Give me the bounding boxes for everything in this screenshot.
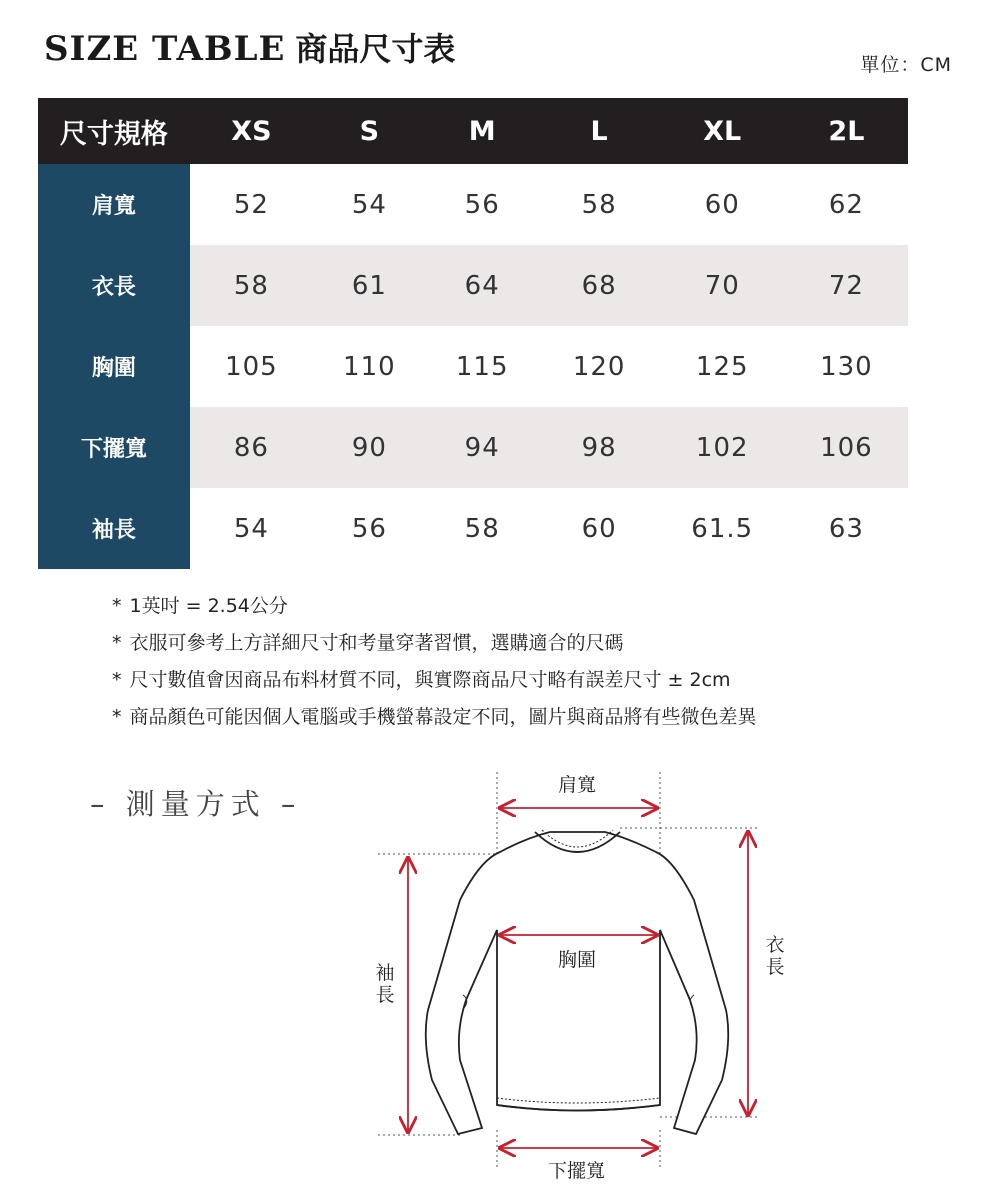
table-cell: 54	[351, 189, 387, 220]
header-size: L	[539, 98, 660, 164]
label-shoulder: 肩寬	[558, 774, 597, 796]
sweater-outline	[426, 830, 729, 1134]
title-chinese: 商品尺寸表	[295, 30, 456, 68]
table-cell: 105	[225, 351, 278, 382]
table-cell: 68	[539, 245, 660, 326]
note-text: 衣服可參考上方詳細尺寸和考量穿著習慣，選購適合的尺碼	[129, 632, 624, 654]
table-row	[38, 488, 908, 569]
table-cell: 61	[313, 245, 426, 326]
size-table	[38, 98, 908, 569]
table-cell: 86	[190, 407, 313, 488]
note-text: 尺寸數值會因商品布料材質不同，與實際商品尺寸略有誤差尺寸 ± 2cm	[129, 669, 731, 691]
row-label: 肩寬	[38, 164, 190, 245]
table-header-row	[38, 98, 908, 164]
note-star: *	[112, 595, 122, 617]
row-label: 衣長	[38, 245, 190, 326]
table-cell: 110	[343, 351, 396, 382]
unit-label: 單位：CM	[860, 54, 952, 76]
table-row	[38, 164, 908, 245]
header-size: XS	[190, 98, 313, 164]
table-cell: 64	[426, 245, 539, 326]
header-size: M	[426, 98, 539, 164]
header-size: S	[313, 98, 426, 164]
note-item	[112, 662, 757, 699]
page-title	[44, 24, 455, 70]
table-cell: 115	[455, 351, 509, 382]
table-cell: 102	[660, 407, 785, 488]
label-sleeve: 袖長	[375, 962, 395, 1006]
note-star: *	[112, 669, 122, 691]
table-cell: 54	[233, 513, 269, 544]
table-cell: 94	[426, 407, 539, 488]
table-cell: 62	[828, 189, 864, 220]
table-cell: 125	[695, 351, 749, 382]
notes-list	[112, 588, 757, 736]
table-cell: 72	[785, 245, 908, 326]
table-cell: 58	[190, 245, 313, 326]
note-text: 商品顏色可能因個人電腦或手機螢幕設定不同，圖片與商品將有些微色差異	[129, 706, 757, 728]
note-star: *	[112, 706, 122, 728]
note-star: *	[112, 632, 122, 654]
note-text: 1英吋 = 2.54公分	[129, 595, 288, 617]
label-hem: 下擺寬	[548, 1160, 606, 1182]
table-cell: 90	[313, 407, 426, 488]
header-size: 2L	[785, 98, 908, 164]
table-cell: 60	[704, 189, 740, 220]
note-item	[112, 625, 757, 662]
measurement-diagram	[360, 760, 820, 1200]
table-cell: 56	[464, 189, 500, 220]
header-size: XL	[660, 98, 785, 164]
table-cell: 98	[539, 407, 660, 488]
table-cell: 58	[464, 513, 500, 544]
sweater-diagram-icon	[360, 760, 820, 1200]
table-cell: 58	[581, 189, 617, 220]
label-chest: 胸圍	[558, 949, 597, 971]
measure-title: – 測量方式 –	[90, 787, 302, 821]
table-cell: 106	[785, 407, 908, 488]
note-item	[112, 588, 757, 625]
row-label: 下擺寬	[38, 407, 190, 488]
row-label: 胸圍	[38, 326, 190, 407]
table-cell: 56	[351, 513, 387, 544]
table-cell: 61.5	[691, 513, 754, 544]
table-cell: 120	[572, 351, 626, 382]
note-item	[112, 699, 757, 736]
title-english: SIZE TABLE	[44, 29, 286, 69]
table-cell: 52	[233, 189, 269, 220]
table-row	[38, 326, 908, 407]
table-row	[38, 407, 908, 488]
row-label: 袖長	[38, 488, 190, 569]
header-corner: 尺寸規格	[38, 98, 190, 164]
table-cell: 63	[828, 513, 864, 544]
table-cell: 70	[660, 245, 785, 326]
table-row	[38, 245, 908, 326]
label-length: 衣長	[765, 934, 785, 978]
table-cell: 60	[581, 513, 617, 544]
table-cell: 130	[820, 351, 873, 382]
